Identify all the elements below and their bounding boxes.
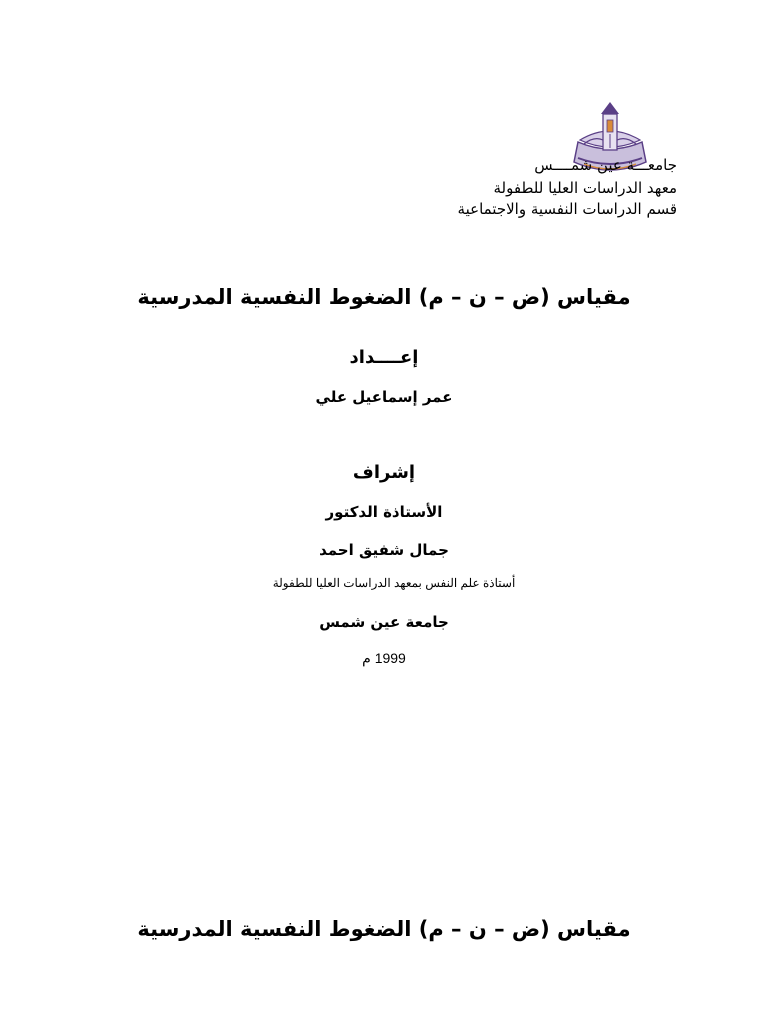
publication-year: 1999 م (362, 650, 406, 666)
supervisor-university: جامعة عين شمس (319, 613, 449, 631)
document-title: مقياس (ض – ن – م) الضغوط النفسية المدرسية (137, 285, 631, 309)
preparation-label: إعــــداد (349, 347, 419, 368)
department-line: قسم الدراسات النفسية والاجتماعية (457, 200, 677, 218)
institute-line: معهد الدراسات العليا للطفولة (493, 179, 677, 197)
document-title-repeat: مقياس (ض – ن – م) الضغوط النفسية المدرسية (137, 917, 631, 941)
supervision-label: إشراف (352, 462, 416, 483)
author-name: عمر إسماعيل علي (315, 388, 453, 406)
supervisor-name: جمال شفيق احمد (319, 541, 449, 559)
supervisor-position: أستاذة علم النفس بمعهد الدراسات العليا للطفولة (272, 576, 516, 590)
university-line: جامعـــة عين شمــــس (534, 156, 677, 174)
supervisor-title: الأستاذة الدكتور (325, 503, 443, 521)
